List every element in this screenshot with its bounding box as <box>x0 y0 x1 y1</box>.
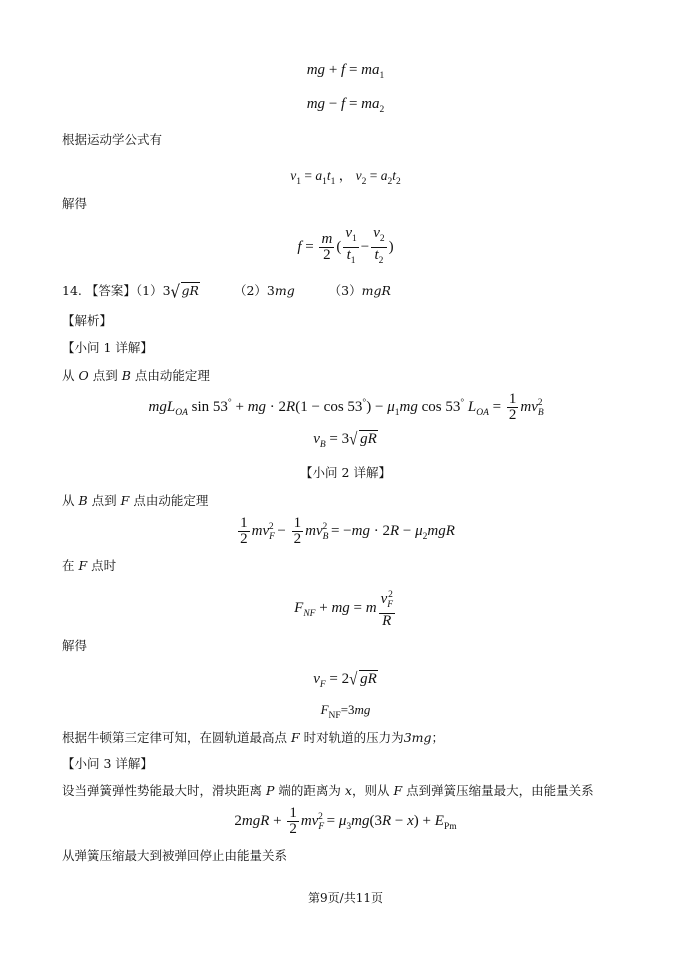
equation-FNF-value: $F_{NF}=3mg$ <box>320 702 371 721</box>
text-kinematics-intro: 根据运动学公式有 <box>62 132 163 147</box>
equation-vF: $v_F = 2$ √ gR <box>313 670 377 690</box>
equation-newton-up: mg + $f = ma_1$ <box>306 62 385 81</box>
answer-label: 【答案】 <box>85 283 136 298</box>
question-number: 14. <box>62 283 82 298</box>
text-B-to-F: 从 B 点到 F 点由动能定理 <box>62 493 209 508</box>
equation-newton-down: mg − $f = ma_2$ <box>306 96 385 115</box>
answer-line-14: 14. 【答案】（1）3 √ gR （2）3mg （3）mgR <box>62 281 391 303</box>
text-spring-return: 从弹簧压缩最大到被弹回停止由能量关系 <box>62 848 288 863</box>
equation-spring-energy: 2mgR + $\frac{1}{2}$ $mv_F^2 = \mu_3mg(3R - x) + E_{Pm}$ <box>234 805 457 837</box>
subquestion-2-heading: 【小问 2 详解】 <box>300 465 391 480</box>
subquestion-3-heading: 【小问 3 详解】 <box>62 756 153 771</box>
text-solve-2: 解得 <box>62 638 88 653</box>
equation-vB: $v_B = 3$ √ gR <box>313 430 377 450</box>
sqrt-gR-answer: √ gR <box>170 281 199 303</box>
equation-normal-force: $F_{NF}$ + mg = m $\frac{v_F^2}{R}$ <box>294 590 394 629</box>
text-at-F: 在 F 点时 <box>62 558 117 573</box>
answer-part-2-label: （2）3 <box>233 283 275 298</box>
subquestion-1-heading: 【小问 1 详解】 <box>62 340 153 355</box>
equation-energy-O-B: mgL$_{OA}$ sin 53° + mg · $2R(1 - \cos 53^\circ) - \mu_1mg$ cos 53° $L_{OA}$ = $\frac{1}{2}$ $mv_B^2$ <box>148 391 544 423</box>
text-solve-1: 解得 <box>62 196 88 211</box>
answer-part-3-label: （3） <box>328 283 362 298</box>
equation-energy-B-F: $\frac{1}{2}$ $mv_F^2$ − $\frac{1}{2}$ $mv_B^2 = -mg \cdot 2R - \mu_2mgR$ <box>240 515 455 547</box>
equation-velocities: $v_1 = a_1t_1$ ， $v_2 = a_2t_2$ <box>290 168 401 187</box>
text-spring-setup: 设当弹簧弹性势能最大时，滑块距离 P 端的距离为 x，则从 F 点到弹簧压缩量最大，由能量关系 <box>62 783 594 798</box>
analysis-heading: 【解析】 <box>62 313 113 328</box>
answer-part-1-label: （1）3 <box>135 283 171 298</box>
page-footer: 第9页/共11页 <box>308 891 383 905</box>
text-newton-third-law: 根据牛顿第三定律可知，在圆轨道最高点 F 时对轨道的压力为3mg； <box>62 730 445 745</box>
equation-friction-result: f = $\frac{m}{2}$ ( $\frac{v_1}{t_1}$ − $\frac{v_2}{t_2}$ ) <box>297 225 394 266</box>
text-O-to-B: 从 O 点到 B 点由动能定理 <box>62 368 210 383</box>
